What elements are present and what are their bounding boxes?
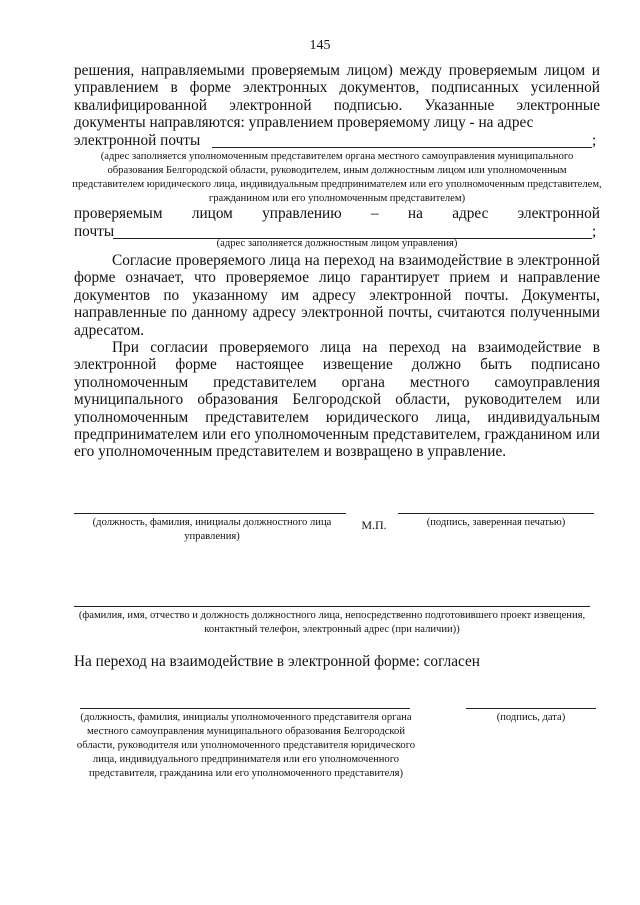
semicolon-2: ; xyxy=(592,223,597,240)
signature-3-right-caption: (подпись, дата) xyxy=(496,712,566,723)
signature-3-right-line xyxy=(466,708,596,709)
email-line-2-label: почты xyxy=(74,223,115,240)
semicolon-1: ; xyxy=(592,132,597,149)
signature-1-right-caption: (подпись, заверенная печатью) xyxy=(426,517,566,528)
paragraph-1: решения, направляемыми проверяемым лицом) между проверяемым лицом и управлением в форме электронных документов, подписанных усиленной квалифицированной электронной подписью. Указанные электронные документы направляются: управлением проверяемому лицу - на адрес xyxy=(74,62,600,132)
signature-3-caption: (должность, фамилия, инициалы уполномоченного представителя органа местного самоуправления муниципального образования Белгородской области, руководителя или уполномоченного представителя юридического лица, индивидуального предпринимателя или его уполномоченного представителя, гражданина или его уполномоченного представителя) xyxy=(76,712,416,779)
paragraph-3: При согласии проверяемого лица на переход на взаимодействие в электронной форме настоящее извещение должно быть подписано уполномоченным представителем органа местного самоуправления муниципального образования Белгородской области, руководителем или уполномоченным представителем юридического лица, индивидуальным предпринимателем или его уполномоченным представителем, гражданином или его уполномоченным представителем и возвращено в управление. xyxy=(74,339,600,461)
page-number: 145 xyxy=(309,38,331,53)
stamp-label: М.П. xyxy=(361,518,387,532)
email-1-blank xyxy=(212,147,592,148)
signature-3-line xyxy=(80,708,410,709)
signature-2-line xyxy=(74,606,590,607)
consent-text: На переход на взаимодействие в электронной форме: согласен xyxy=(74,653,480,670)
note-1: (адрес заполняется уполномоченным представителем органа местного самоуправления муниципального образования Белгородской области, руководителем, иным должностным лицом или уполномоченным представителем юридического лица, индивидуальным предпринимателем или его уполномоченным представителем, гражданином или его уполномоченным представителем) xyxy=(72,151,602,204)
paragraph-2: Согласие проверяемого лица на переход на взаимодействие в электронной форме означает, что проверяемое лицо гарантирует прием и направление документов по указанному им адресу электронной почты. Документы, направленные по данному адресу электронной почты, считаются полученными адресатом. xyxy=(74,252,600,339)
signature-2-caption: (фамилия, имя, отчество и должность должностного лица, непосредственно подготовившего проект извещения, контактный телефон, электронный адрес (при наличии)) xyxy=(78,610,586,635)
signature-1-line xyxy=(74,513,346,514)
note-2: (адрес заполняется должностным лицом управления) xyxy=(216,238,458,249)
line-2: проверяемым лицом управлению – на адрес электронной xyxy=(74,205,600,222)
signature-1-caption: (должность, фамилия, инициалы должностного лица управления) xyxy=(92,517,332,542)
email-line-1-label: электронной почты xyxy=(74,132,201,149)
signature-1-right-line xyxy=(398,513,594,514)
